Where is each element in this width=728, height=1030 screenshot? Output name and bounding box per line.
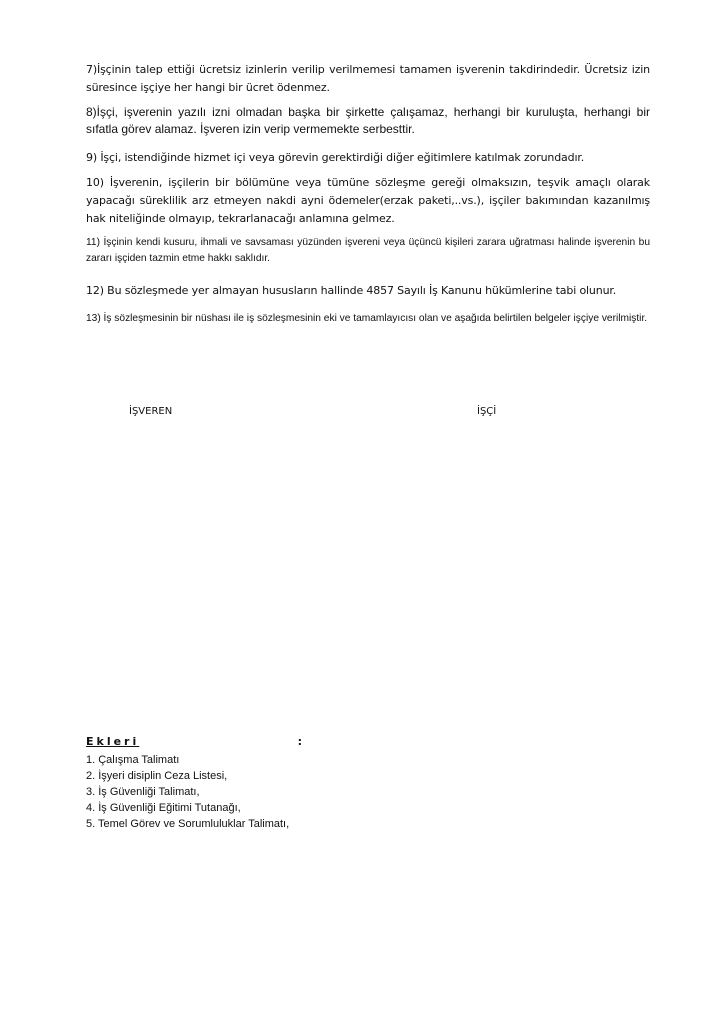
attachments-list bbox=[86, 752, 289, 832]
clause-13: 13) İş sözleşmesinin bir nüshası ile iş sözleşmesinin eki ve tamamlayıcısı olan ve aşağıda belirtilen belgeler işçiye verilmiştir. bbox=[86, 313, 648, 324]
attachments-heading bbox=[86, 735, 302, 749]
employee-signature-label: İŞÇİ bbox=[477, 406, 497, 417]
clause-12: 12) Bu sözleşmede yer almayan hususların hallinde 4857 Sayılı İş Kanunu hükümlerine tabi olunur. bbox=[86, 284, 617, 297]
attachment-item: 5. Temel Görev ve Sorumluluklar Talimatı, bbox=[86, 818, 290, 830]
attachment-item: 4. İş Güvenliği Eğitimi Tutanağı, bbox=[86, 802, 241, 814]
employer-signature-label: İŞVEREN bbox=[129, 406, 173, 417]
attachment-item: 1. Çalışma Talimatı bbox=[86, 754, 180, 766]
attachments-heading-colon: : bbox=[297, 735, 302, 748]
clause-11: 11) İşçinin kendi kusuru, ihmali ve savsaması yüzünden işvereni veya üçüncü kişileri zarara uğratması halinde işverenin bu zararı işçiden tazmin etme hakkı saklıdır. bbox=[86, 237, 650, 264]
clause-9: 9) İşçi, istendiğinde hizmet içi veya görevin gerektirdiği diğer eğitimlere katılmak zorundadır. bbox=[86, 151, 585, 164]
attachment-item: 3. İş Güvenliği Talimatı, bbox=[86, 786, 200, 798]
clause-10: 10) İşverenin, işçilerin bir bölümüne veya tümüne sözleşme gereği olmaksızın, teşvik amaçlı olarak yapacağı süreklilik arz etmeyen nakdi ayni ödemeler(erzak paketi,..vs.), işçiler bakımından kazanılmış hak niteliğinde olmayıp, tekrarlanacağı anlamına gelmez. bbox=[86, 176, 650, 225]
attachment-item: 2. İşyeri disiplin Ceza Listesi, bbox=[86, 770, 228, 782]
attachments-heading-text: Ekleri bbox=[86, 735, 140, 748]
clause-7: 7)İşçinin talep ettiği ücretsiz izinlerin verilip verilmemesi tamamen işverenin takdirindedir. Ücretsiz izin süresince işçiye her hangi bir ücret ödenmez. bbox=[86, 63, 650, 94]
clause-8: 8)İşçi, işverenin yazılı izni olmadan başka bir şirkette çalışamaz, herhangi bir kuruluşta, herhangi bir sıfatla görev alamaz. İşveren izin verip vermemekte serbesttir. bbox=[86, 105, 650, 136]
